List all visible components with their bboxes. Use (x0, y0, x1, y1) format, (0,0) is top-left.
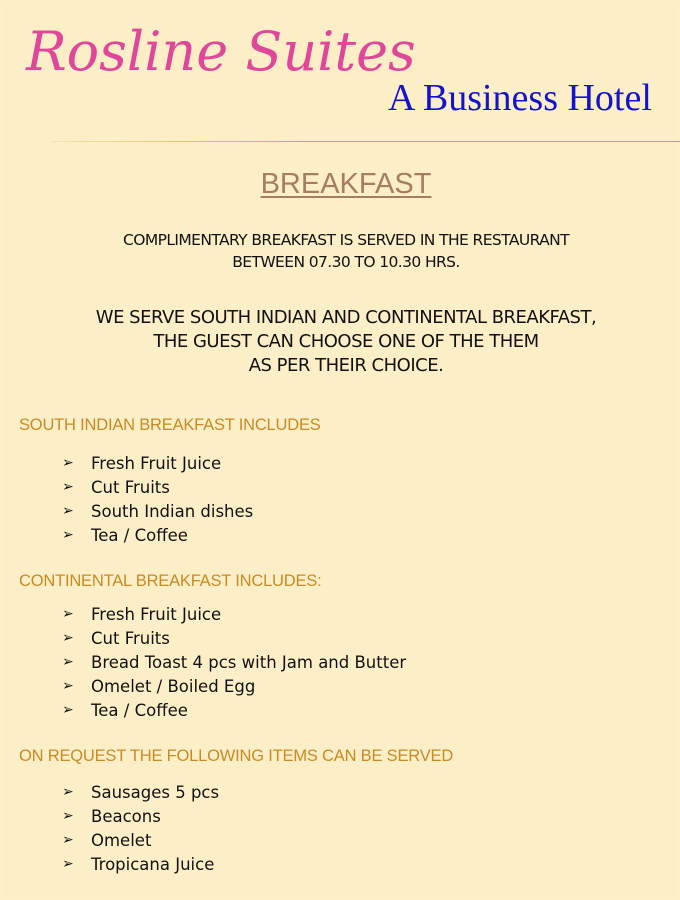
list-item (62, 674, 406, 698)
list-item-label: Beacons (91, 806, 161, 826)
arrowhead-bullet-icon: ➢ (62, 455, 74, 471)
arrowhead-bullet-icon: ➢ (62, 832, 74, 848)
arrowhead-bullet-icon: ➢ (62, 856, 74, 872)
section-heading-continental: CONTINENTAL BREAKFAST INCLUDES: (19, 572, 322, 590)
arrowhead-bullet-icon: ➢ (62, 702, 74, 718)
arrowhead-bullet-icon: ➢ (62, 654, 74, 670)
list-item (62, 804, 219, 828)
arrowhead-bullet-icon: ➢ (62, 606, 74, 622)
list-item (62, 451, 253, 475)
header-divider (52, 141, 680, 142)
arrowhead-bullet-icon: ➢ (62, 630, 74, 646)
choice-line-3: AS PER THEIR CHOICE. (248, 355, 444, 376)
list-item (62, 626, 406, 650)
arrowhead-bullet-icon: ➢ (62, 784, 74, 800)
choice-line-1: WE SERVE SOUTH INDIAN AND CONTINENTAL BREAKFAST, (95, 307, 597, 328)
list-item (62, 780, 219, 804)
arrowhead-bullet-icon: ➢ (62, 479, 74, 495)
list-item (62, 852, 219, 876)
list-item (62, 698, 406, 722)
list-item-label: South Indian dishes (91, 501, 254, 521)
list-item (62, 475, 253, 499)
list-item-label: Tea / Coffee (91, 525, 188, 545)
arrowhead-bullet-icon: ➢ (62, 503, 74, 519)
arrowhead-bullet-icon: ➢ (62, 808, 74, 824)
list-item-label: Omelet / Boiled Egg (91, 676, 256, 696)
page-title: BREAKFAST (260, 168, 432, 200)
choice-line-2: THE GUEST CAN CHOOSE ONE OF THE THEM (153, 331, 539, 352)
on-request-item-list (62, 780, 219, 876)
section-heading-south-indian: SOUTH INDIAN BREAKFAST INCLUDES (19, 416, 321, 434)
arrowhead-bullet-icon: ➢ (62, 527, 74, 543)
list-item (62, 650, 406, 674)
hotel-brand-name: Rosline Suites (26, 20, 416, 83)
menu-page (4, 2, 676, 896)
list-item-label: Bread Toast 4 pcs with Jam and Butter (91, 652, 407, 672)
list-item-label: Omelet (91, 830, 152, 850)
serving-hours-line-1: COMPLIMENTARY BREAKFAST IS SERVED IN THE RESTAURANT (123, 231, 569, 249)
list-item (62, 499, 253, 523)
continental-item-list (62, 602, 406, 722)
list-item-label: Fresh Fruit Juice (91, 604, 222, 624)
breakfast-choice-notice (4, 306, 680, 378)
list-item (62, 523, 253, 547)
arrowhead-bullet-icon: ➢ (62, 678, 74, 694)
list-item-label: Tropicana Juice (91, 854, 215, 874)
list-item (62, 828, 219, 852)
list-item (62, 602, 406, 626)
list-item-label: Cut Fruits (91, 628, 170, 648)
serving-hours-notice (4, 229, 680, 273)
section-heading-on-request: ON REQUEST THE FOLLOWING ITEMS CAN BE SERVED (19, 747, 454, 765)
south-indian-item-list (62, 451, 253, 547)
list-item-label: Sausages 5 pcs (91, 782, 220, 802)
list-item-label: Fresh Fruit Juice (91, 453, 222, 473)
list-item-label: Cut Fruits (91, 477, 170, 497)
list-item-label: Tea / Coffee (91, 700, 188, 720)
serving-hours-line-2: BETWEEN 07.30 TO 10.30 HRS. (232, 253, 460, 271)
hotel-tagline: A Business Hotel (388, 77, 652, 119)
